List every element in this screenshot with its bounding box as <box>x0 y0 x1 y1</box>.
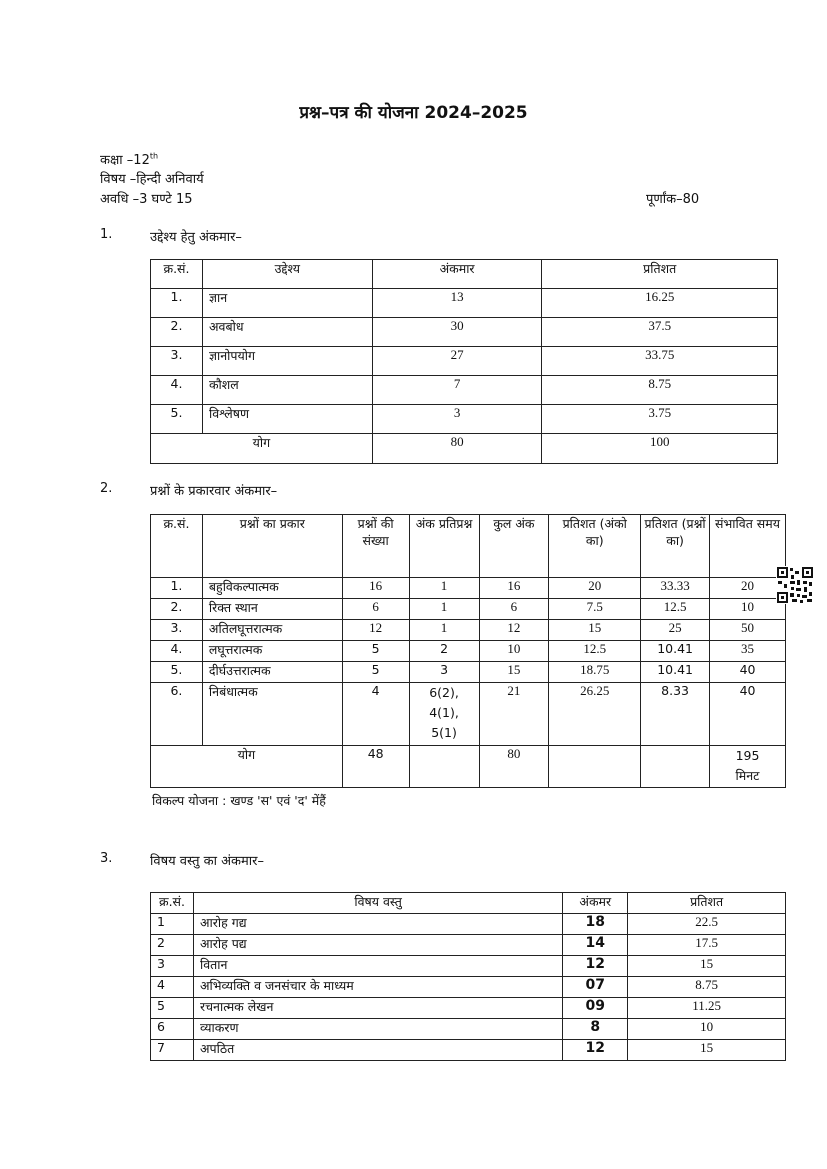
cell: 10 <box>479 641 549 662</box>
cell: 35 <box>710 641 786 662</box>
total-row <box>151 434 778 464</box>
cell: 8.33 <box>641 683 710 746</box>
cell: रिक्त स्थान <box>202 599 342 620</box>
cell: 2 <box>409 641 479 662</box>
option-note: विकल्प योजना : खण्ड 'स' एवं 'द' मेंहैं <box>152 793 326 808</box>
subject-line: विषय –हिन्दी अनिवार्य <box>100 172 204 187</box>
cell: 5 <box>342 641 409 662</box>
cell: 3 <box>372 405 542 434</box>
cell: 27 <box>372 347 542 376</box>
page-title: प्रश्न–पत्र की योजना 2024–2025 <box>299 103 528 123</box>
cell: 20 <box>710 578 786 599</box>
cell: 100 <box>542 434 778 464</box>
cell: 15 <box>479 662 549 683</box>
table-row <box>151 289 778 318</box>
cell: अभिव्यक्ति व जनसंचार के माध्यम <box>193 977 562 998</box>
cell: 22.5 <box>628 914 786 935</box>
section1-label: उद्देश्य हेतु अंकमार– <box>150 230 242 245</box>
cell: रचनात्मक लेखन <box>193 998 562 1019</box>
cell: 12 <box>563 956 628 977</box>
header-cell: अंक प्रतिप्रश्न <box>409 515 479 578</box>
header-cell: क्र.सं. <box>151 260 203 289</box>
objective-table <box>150 259 778 464</box>
cell: 6 <box>342 599 409 620</box>
table-row <box>151 620 786 641</box>
cell: 3. <box>151 347 203 376</box>
cell: ज्ञान <box>202 289 372 318</box>
cell: 2. <box>151 318 203 347</box>
cell: 12.5 <box>549 641 641 662</box>
table-header-row <box>151 893 786 914</box>
class-superscript: th <box>149 151 159 161</box>
cell: 5. <box>151 662 203 683</box>
cell: आरोह पद्य <box>193 935 562 956</box>
header-cell: उद्देश्य <box>202 260 372 289</box>
cell: 1 <box>409 620 479 641</box>
cell: 40 <box>710 683 786 746</box>
cell: 15 <box>628 1040 786 1061</box>
cell: 7.5 <box>549 599 641 620</box>
header-cell: क्र.सं. <box>151 515 203 578</box>
class-label: कक्षा –12 <box>100 153 150 168</box>
total-label: योग <box>151 434 373 464</box>
cell: 7 <box>151 1040 194 1061</box>
header-cell: अंकमर <box>563 893 628 914</box>
cell: 16.25 <box>542 289 778 318</box>
cell: 1 <box>409 578 479 599</box>
cell: लघूत्तरात्मक <box>202 641 342 662</box>
cell: 8.75 <box>542 376 778 405</box>
cell: वितान <box>193 956 562 977</box>
cell: 80 <box>372 434 542 464</box>
cell: विश्लेषण <box>202 405 372 434</box>
class-line <box>100 150 158 168</box>
cell: अतिलघूत्तरात्मक <box>202 620 342 641</box>
table-row <box>151 977 786 998</box>
cell: 10 <box>710 599 786 620</box>
cell: 33.75 <box>542 347 778 376</box>
cell: 5. <box>151 405 203 434</box>
section2-number: 2. <box>100 481 113 496</box>
cell: 12 <box>479 620 549 641</box>
total-marks: पूर्णांक–80 <box>646 192 700 207</box>
cell: 15 <box>628 956 786 977</box>
cell: 13 <box>372 289 542 318</box>
cell: 8 <box>563 1019 628 1040</box>
cell: अपठित <box>193 1040 562 1061</box>
cell: 195 मिनट <box>710 746 786 788</box>
cell: 7 <box>372 376 542 405</box>
duration-line: अवधि –3 घण्टे 15 <box>100 192 193 207</box>
cell: 80 <box>479 746 549 788</box>
cell: 1. <box>151 578 203 599</box>
cell: 09 <box>563 998 628 1019</box>
table-row <box>151 641 786 662</box>
header-cell: प्रतिशत (प्रश्नों का) <box>641 515 710 578</box>
cell: 37.5 <box>542 318 778 347</box>
cell: 30 <box>372 318 542 347</box>
cell: 2 <box>151 935 194 956</box>
cell: आरोह गद्य <box>193 914 562 935</box>
cell: 21 <box>479 683 549 746</box>
cell: 5 <box>342 662 409 683</box>
table-header-row <box>151 515 786 578</box>
table-row <box>151 578 786 599</box>
cell: 10.41 <box>641 662 710 683</box>
header-cell: अंकमार <box>372 260 542 289</box>
header-cell: प्रतिशत <box>628 893 786 914</box>
cell: 20 <box>549 578 641 599</box>
cell: 25 <box>641 620 710 641</box>
total-row <box>151 746 786 788</box>
cell <box>549 746 641 788</box>
cell: 40 <box>710 662 786 683</box>
cell: 3 <box>409 662 479 683</box>
header-cell: प्रश्नों की संख्या <box>342 515 409 578</box>
table-row <box>151 683 786 746</box>
cell: ज्ञानोपयोग <box>202 347 372 376</box>
cell: 1. <box>151 289 203 318</box>
cell: 4 <box>342 683 409 746</box>
cell: 6 <box>479 599 549 620</box>
qr-code-icon <box>776 566 814 604</box>
header-cell: कुल अंक <box>479 515 549 578</box>
cell: 10 <box>628 1019 786 1040</box>
cell: 14 <box>563 935 628 956</box>
section3-number: 3. <box>100 851 113 866</box>
table-header-row <box>151 260 778 289</box>
cell: 15 <box>549 620 641 641</box>
cell: 3.75 <box>542 405 778 434</box>
cell: 8.75 <box>628 977 786 998</box>
header-cell: प्रतिशत <box>542 260 778 289</box>
cell: 2. <box>151 599 203 620</box>
table-row <box>151 998 786 1019</box>
header-cell: संभावित समय <box>710 515 786 578</box>
cell: 3 <box>151 956 194 977</box>
table-row <box>151 405 778 434</box>
cell: अवबोध <box>202 318 372 347</box>
cell: 6(2), 4(1), 5(1) <box>409 683 479 746</box>
section3-heading <box>100 851 500 869</box>
table-row <box>151 914 786 935</box>
content-table <box>150 892 786 1061</box>
table-row <box>151 347 778 376</box>
cell: 17.5 <box>628 935 786 956</box>
header-cell: प्रश्नों का प्रकार <box>202 515 342 578</box>
table-row <box>151 1040 786 1061</box>
cell: 07 <box>563 977 628 998</box>
table-row <box>151 1019 786 1040</box>
cell: बहुविकल्पात्मक <box>202 578 342 599</box>
section3-label: विषय वस्तु का अंकमार– <box>150 854 264 869</box>
cell: 4. <box>151 376 203 405</box>
table-row <box>151 956 786 977</box>
cell: कौशल <box>202 376 372 405</box>
cell: 1 <box>409 599 479 620</box>
cell: 12 <box>563 1040 628 1061</box>
section2-heading <box>100 481 500 499</box>
cell: व्याकरण <box>193 1019 562 1040</box>
cell: 18.75 <box>549 662 641 683</box>
table-row <box>151 662 786 683</box>
cell: दीर्घउत्तरात्मक <box>202 662 342 683</box>
total-label: योग <box>151 746 343 788</box>
cell: 11.25 <box>628 998 786 1019</box>
cell: 50 <box>710 620 786 641</box>
table-row <box>151 318 778 347</box>
cell <box>409 746 479 788</box>
cell: 33.33 <box>641 578 710 599</box>
table-row <box>151 599 786 620</box>
cell <box>641 746 710 788</box>
cell: 12 <box>342 620 409 641</box>
cell: 26.25 <box>549 683 641 746</box>
cell: 16 <box>342 578 409 599</box>
table-row <box>151 935 786 956</box>
section2-label: प्रश्नों के प्रकारवार अंकमार– <box>150 484 278 499</box>
header-cell: क्र.सं. <box>151 893 194 914</box>
cell: 4 <box>151 977 194 998</box>
cell: 5 <box>151 998 194 1019</box>
cell: निबंधात्मक <box>202 683 342 746</box>
cell: 3. <box>151 620 203 641</box>
cell: 6 <box>151 1019 194 1040</box>
cell: 6. <box>151 683 203 746</box>
question-type-table <box>150 514 786 788</box>
cell: 4. <box>151 641 203 662</box>
cell: 16 <box>479 578 549 599</box>
section1-number: 1. <box>100 227 113 242</box>
table-row <box>151 376 778 405</box>
cell: 10.41 <box>641 641 710 662</box>
cell: 1 <box>151 914 194 935</box>
section1-heading <box>100 227 500 245</box>
cell: 48 <box>342 746 409 788</box>
header-cell: विषय वस्तु <box>193 893 562 914</box>
cell: 18 <box>563 914 628 935</box>
header-cell: प्रतिशत (अंको का) <box>549 515 641 578</box>
cell: 12.5 <box>641 599 710 620</box>
